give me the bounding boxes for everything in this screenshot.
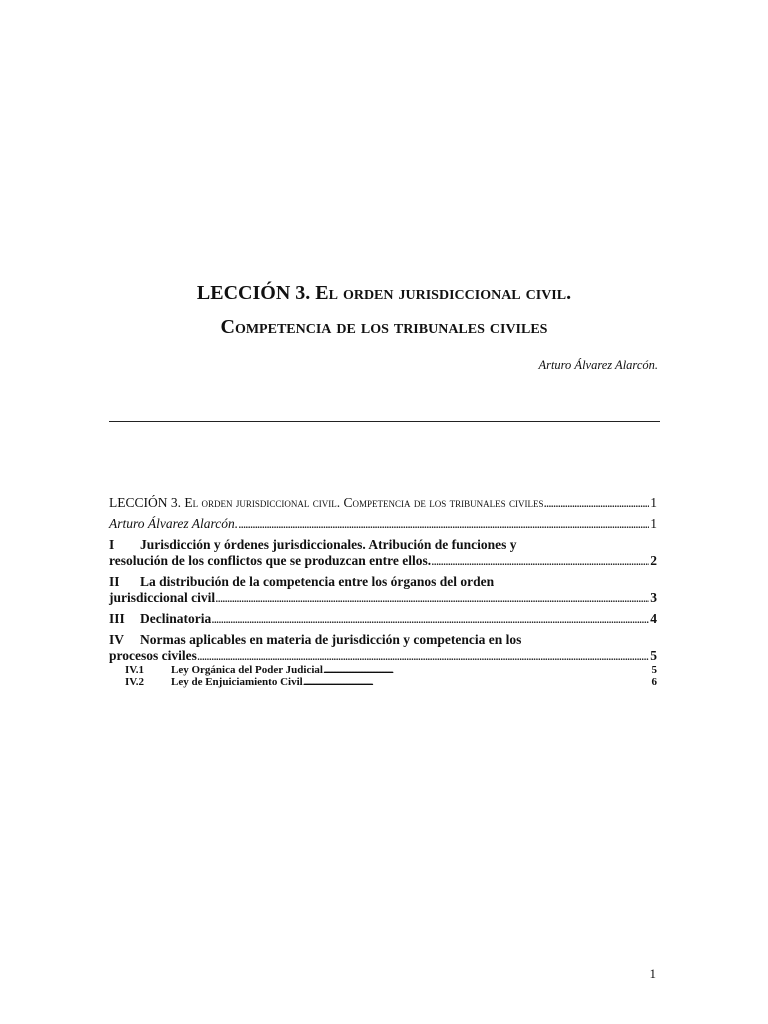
lesson-subtitle xyxy=(0,316,768,339)
toc-page-number: 2 xyxy=(650,553,657,568)
toc-entry-text-continued: procesos civiles xyxy=(109,648,197,663)
toc-entry-text: LECCIÓN 3. E xyxy=(109,495,193,510)
lesson-title-lead: LECCIÓN 3. E xyxy=(196,282,329,304)
lesson-title xyxy=(0,282,768,305)
table-of-contents xyxy=(109,495,657,688)
toc-entry-subsection-4-1[interactable] xyxy=(109,664,657,676)
toc-entry-subsection-4-2[interactable] xyxy=(109,676,657,688)
toc-page-number: 5 xyxy=(651,664,657,676)
toc-entry-text-smallcaps: l orden jurisdiccional civil. Competencia de los tribunales civiles xyxy=(192,495,544,510)
toc-entry-section-4[interactable] xyxy=(109,632,657,664)
toc-entry-text: Normas aplicables en materia de jurisdicción y competencia en los xyxy=(140,632,522,647)
toc-leader-dots xyxy=(323,664,651,676)
toc-leader-dots xyxy=(238,516,649,532)
lesson-subtitle-lead: C xyxy=(220,316,235,338)
toc-page-number: 1 xyxy=(650,495,657,510)
toc-section-number: IV xyxy=(109,632,125,647)
toc-entry-section-3[interactable] xyxy=(109,611,657,627)
toc-entry-text: Declinatoria xyxy=(140,611,212,626)
toc-entry-section-2[interactable] xyxy=(109,574,657,606)
toc-leader-dots xyxy=(544,495,650,511)
toc-leader-dots xyxy=(211,611,649,627)
toc-entry-text: Jurisdicción y órdenes jurisdiccionales. Atribución de funciones y xyxy=(140,537,517,552)
toc-entry-text: La distribución de la competencia entre los órganos del orden xyxy=(140,574,495,589)
toc-leader-dots xyxy=(431,553,649,569)
toc-entry-lesson[interactable] xyxy=(109,495,657,511)
lesson-subtitle-smallcaps: ompetencia de los tribunales civiles xyxy=(234,316,548,338)
toc-leader-dots xyxy=(303,676,651,688)
toc-section-number: IV.2 xyxy=(125,676,145,688)
toc-page-number: 4 xyxy=(650,611,657,626)
toc-entry-text: Arturo Álvarez Alarcón. xyxy=(109,516,239,531)
toc-section-number: III xyxy=(109,611,125,626)
author-name: Arturo Álvarez Alarcón. xyxy=(538,358,658,372)
toc-entry-text-continued: resolución de los conflictos que se produzcan entre ellos. xyxy=(109,553,432,568)
toc-entry-text-continued: jurisdiccional civil xyxy=(109,590,216,605)
toc-leader-dots xyxy=(197,648,649,664)
toc-page-number: 1 xyxy=(650,516,657,531)
toc-entry-text: Ley de Enjuiciamiento Civil xyxy=(171,676,303,688)
toc-leader-dots xyxy=(215,590,649,606)
toc-entry-section-1[interactable] xyxy=(109,537,657,569)
toc-section-number: IV.1 xyxy=(125,664,145,676)
toc-section-number: II xyxy=(109,574,120,589)
toc-page-number: 6 xyxy=(651,676,657,688)
toc-page-number: 3 xyxy=(650,590,657,605)
toc-page-number: 5 xyxy=(650,648,657,663)
lesson-title-smallcaps: l orden jurisdiccional civil. xyxy=(328,282,572,304)
horizontal-rule xyxy=(109,421,660,422)
toc-entry-text: Ley Orgánica del Poder Judicial xyxy=(171,664,323,676)
toc-section-number: I xyxy=(109,537,115,552)
toc-entry-author[interactable] xyxy=(109,516,657,532)
page-number: 1 xyxy=(649,966,656,981)
